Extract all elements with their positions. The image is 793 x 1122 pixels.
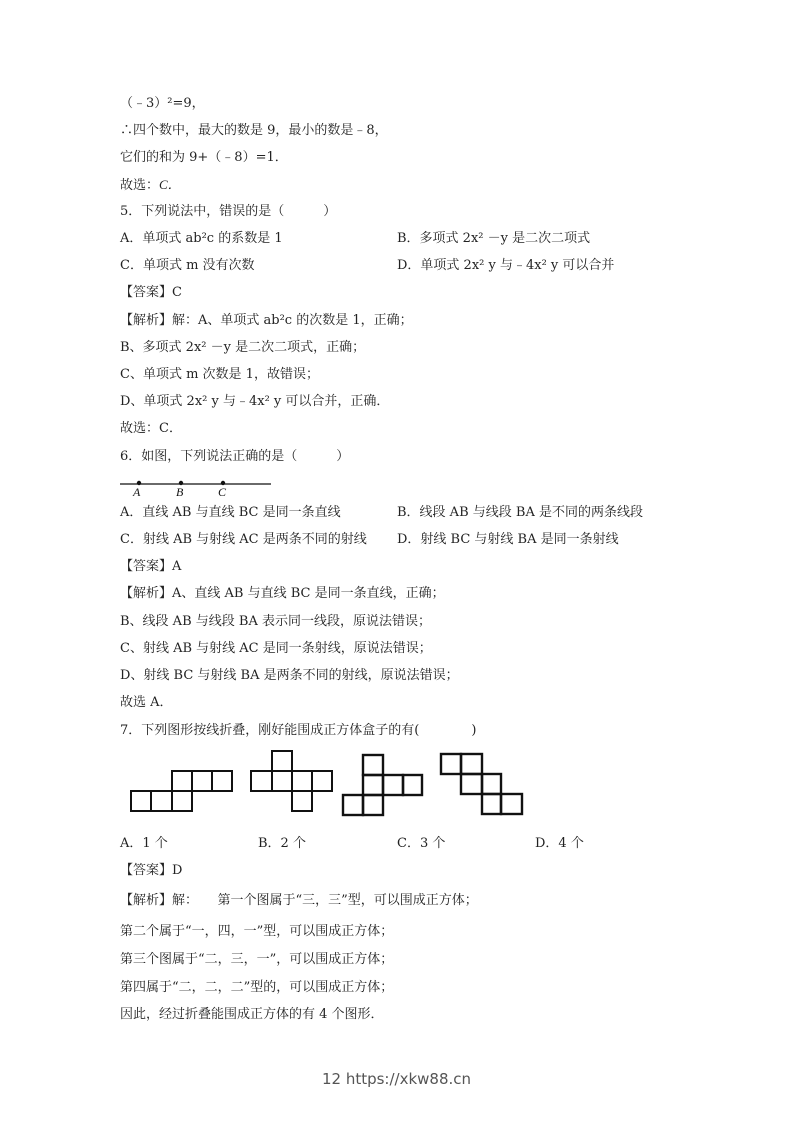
q5-option-c: C．单项式 m 没有次数 <box>120 258 255 273</box>
q6-analysis-line: B、线段 AB 与线段 BA 表示同一线段，原说法错误； <box>120 614 431 629</box>
q5-answer: 【答案】C <box>120 285 182 300</box>
point-label-a: A <box>133 485 141 498</box>
q5-option-b: B．多项式 2x² －y 是二次二项式 <box>397 231 591 246</box>
conclusion-prefix: 故选： <box>120 178 160 193</box>
q5-analysis-line: C、单项式 m 次数是 1，故错误； <box>120 367 319 382</box>
solution-line: 它们的和为 9+（﹣8）=1． <box>120 150 288 165</box>
cube-net-3 <box>343 755 422 815</box>
page-footer: 12 https://xkw88.cn <box>321 1070 472 1088</box>
q5-analysis-line: D、单项式 2x² y 与﹣4x² y 可以合并，正确． <box>120 394 390 409</box>
q7-option-c: C．3 个 <box>397 836 446 851</box>
q6-answer: 【答案】A <box>120 559 182 574</box>
q7-analysis-line: 【解析】解： 第一个图属于“三，三”型，可以围成正方体； <box>120 893 478 908</box>
conclusion-answer: C． <box>159 177 181 192</box>
q7-option-a: A．1 个 <box>120 836 168 851</box>
q5-option-a: A．单项式 ab²c 的系数是 1 <box>120 231 283 246</box>
q7-answer: 【答案】D <box>120 863 183 878</box>
question-7-stem: 7．下列图形按线折叠，刚好能围成正方体盒子的有( ) <box>120 723 477 738</box>
question-6-stem: 6．如图，下列说法正确的是（ ） <box>120 449 350 464</box>
q6-analysis-line: 【解析】A、直线 AB 与直线 BC 是同一条直线，正确； <box>120 586 445 601</box>
q6-option-a: A．直线 AB 与直线 BC 是同一条直线 <box>120 505 341 520</box>
q7-analysis-line: 第二个属于“一，四，一”型，可以围成正方体； <box>120 924 394 939</box>
q6-analysis-line: C、射线 AB 与射线 AC 是同一条射线，原说法错误； <box>120 641 432 656</box>
q6-analysis-line: 故选 A． <box>120 695 173 710</box>
q7-option-b: B．2 个 <box>258 836 306 851</box>
q7-analysis-line: 第四属于“二，二，二”型的，可以围成正方体； <box>120 980 394 995</box>
q5-analysis-line: 【解析】解：A、单项式 ab²c 的次数是 1，正确； <box>120 313 413 328</box>
q6-option-c: C．射线 AB 与射线 AC 是两条不同的射线 <box>120 532 367 547</box>
cube-net-2 <box>251 751 332 811</box>
q5-analysis-line: 故选：C． <box>120 421 182 436</box>
q6-option-d: D．射线 BC 与射线 BA 是同一条射线 <box>397 532 619 547</box>
q6-analysis-line: D、射线 BC 与射线 BA 是两条不同的射线，原说法错误； <box>120 668 459 683</box>
solution-line: ∴四个数中，最大的数是 9，最小的数是﹣8， <box>120 123 388 138</box>
q5-analysis-line: B、多项式 2x² －y 是二次二项式，正确； <box>120 340 366 355</box>
point-label-b: B <box>176 485 184 498</box>
q7-analysis-line: 第三个图属于“二，三，一”，可以围成正方体； <box>120 952 394 967</box>
q7-analysis-line: 因此，经过折叠能围成正方体的有 4 个图形． <box>120 1007 384 1022</box>
q6-option-b: B．线段 AB 与线段 BA 是不同的两条线段 <box>397 505 643 520</box>
q7-option-d: D．4 个 <box>535 836 584 851</box>
point-label-c: C <box>218 485 227 498</box>
solution-line: （﹣3）²=9， <box>120 96 205 111</box>
q5-option-d: D．单项式 2x² y 与﹣4x² y 可以合并 <box>397 258 615 273</box>
cube-net-1 <box>131 771 232 811</box>
cube-net-4 <box>441 754 522 814</box>
question-5-stem: 5．下列说法中，错误的是（ ） <box>120 204 337 219</box>
